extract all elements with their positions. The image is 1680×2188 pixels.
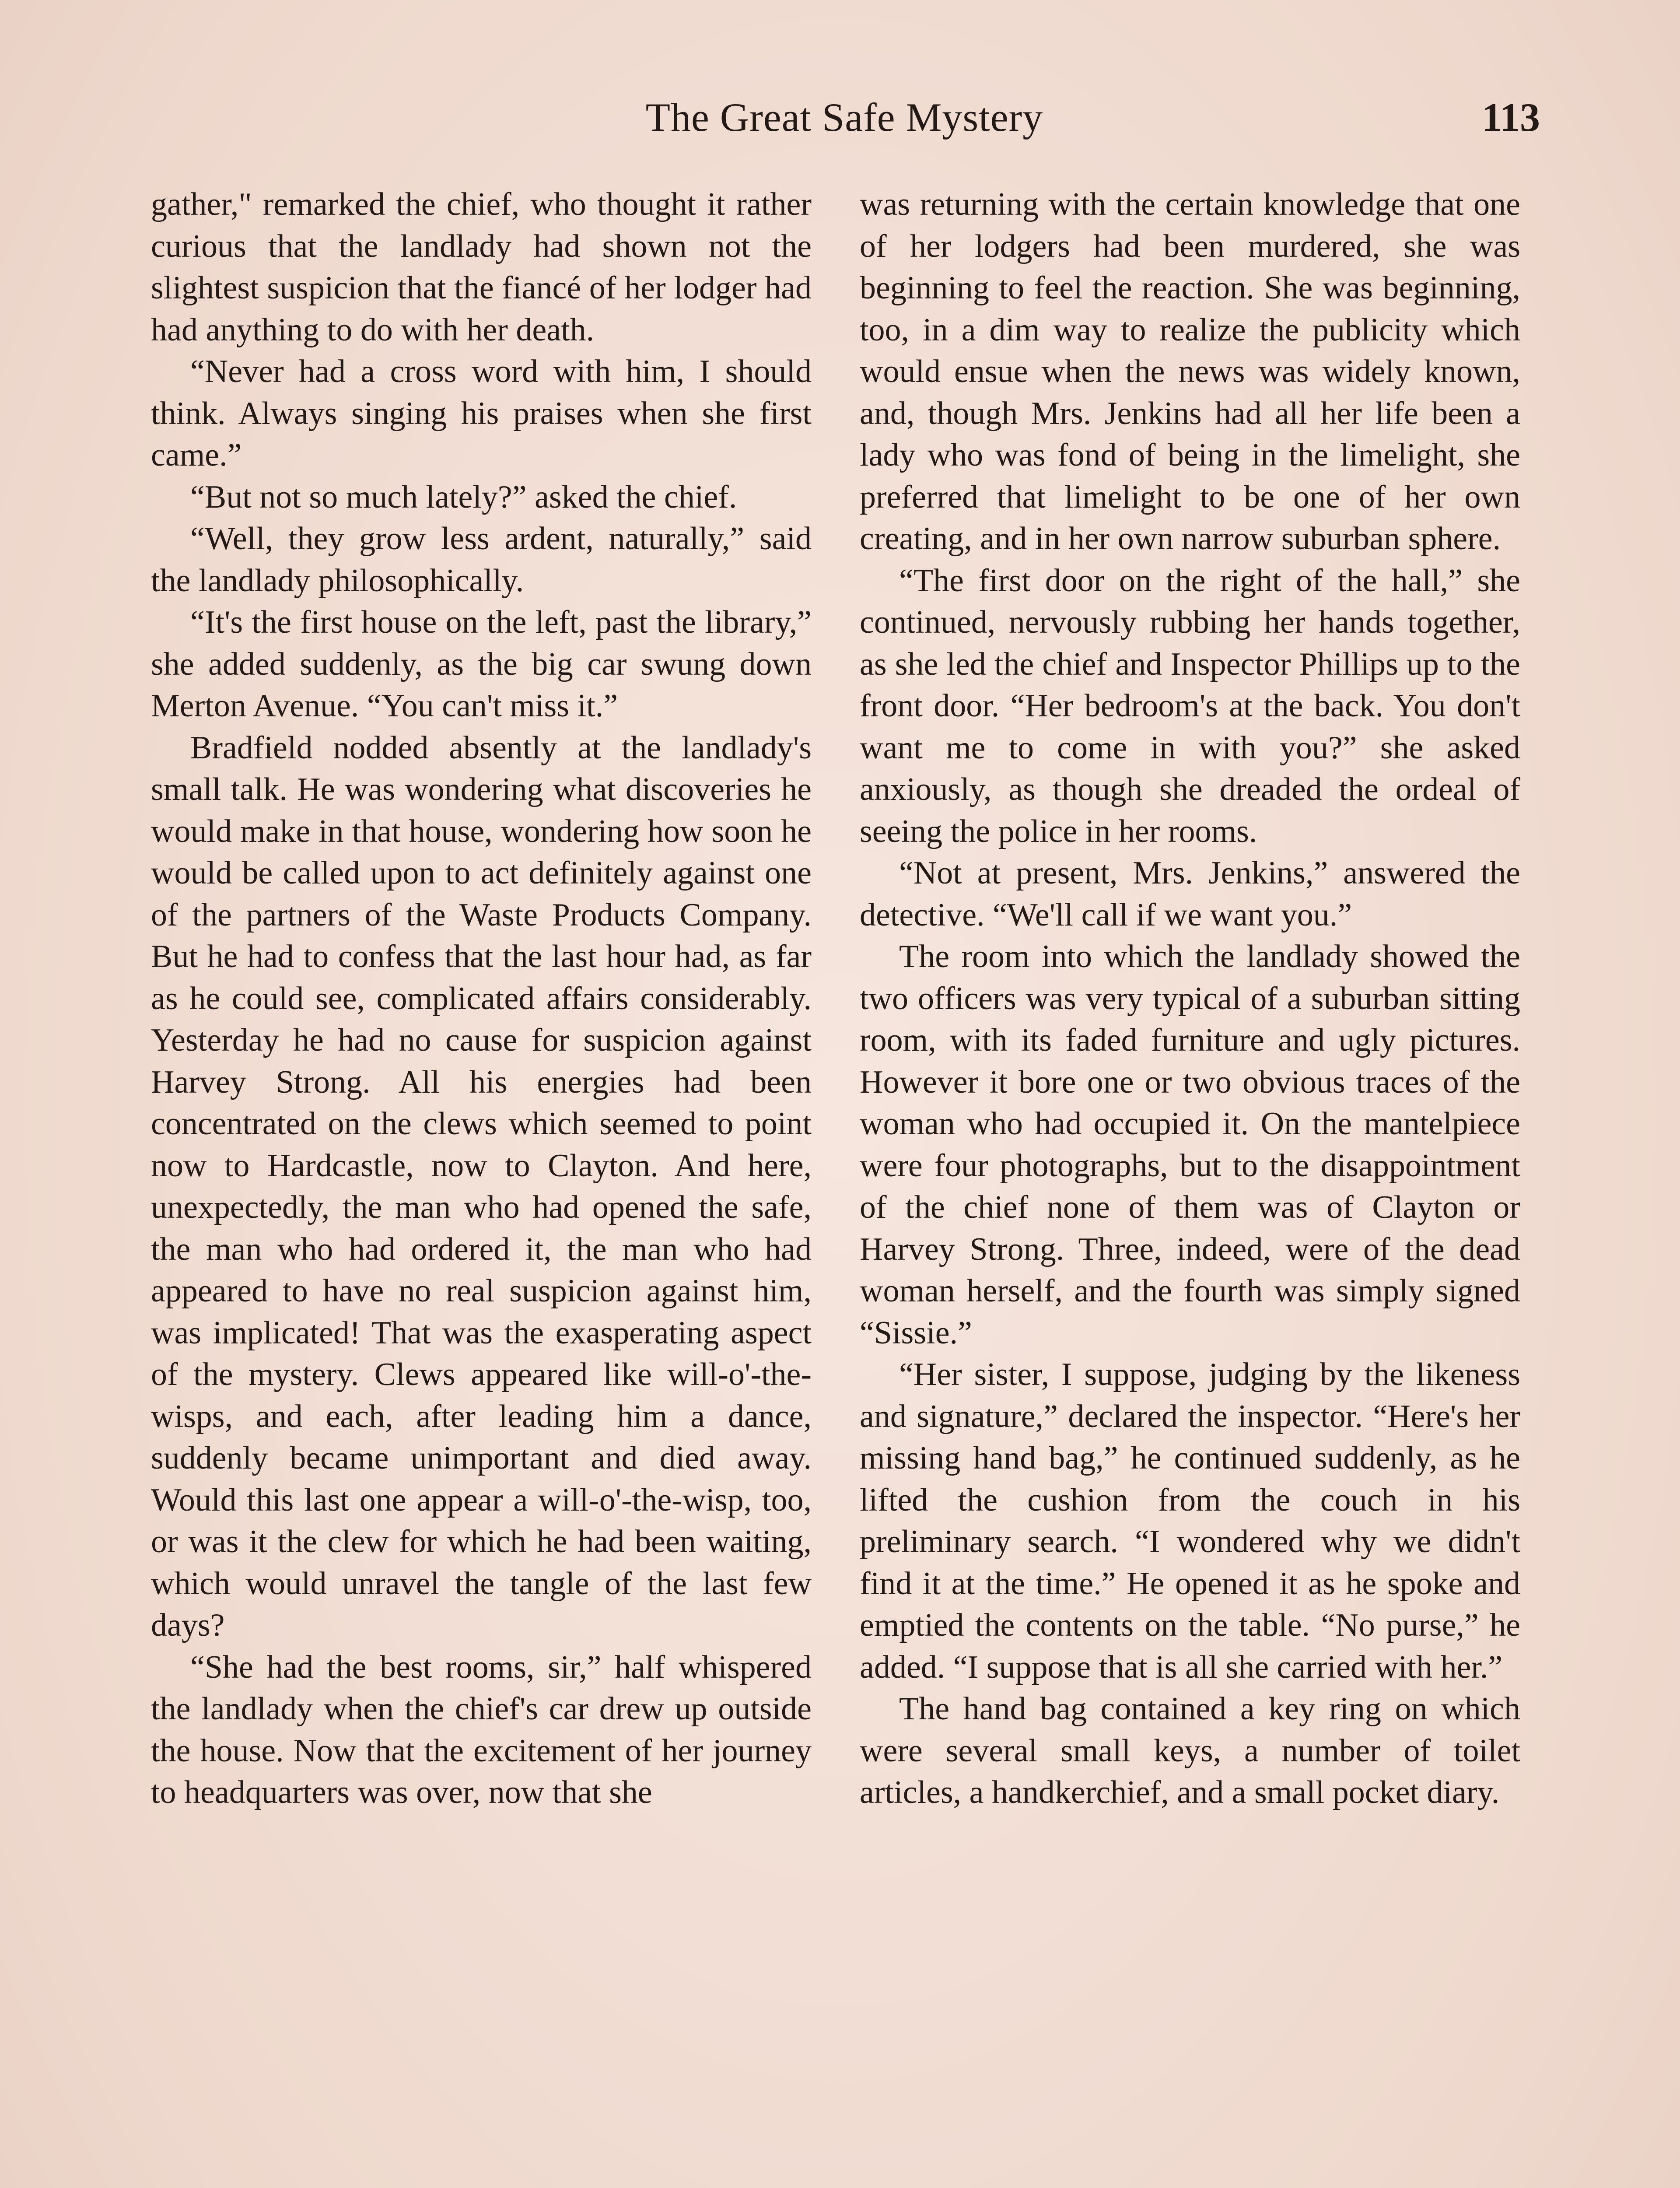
paragraph: “The first door on the right of the hall,” she continued, nervously rubbing her hands together, as she led the chief and Inspector Phillips up to the front door. “Her bedroom's at the back. You don't want me to come in with you?” she asked anxiously, as though she dreaded the ordeal of seeing the police in her rooms.: [860, 562, 1520, 849]
paragraph: was returning with the certain knowledge that one of her lodgers had been murdered, she was beginning to feel the reaction. She was beginning, too, in a dim way to realize the publicity which would ensue when the news was widely known, and, though Mrs. Jenkins had all her life been a lady who was fond of being in the limelight, she preferred that limelight to be one of her own creating, and in her own narrow suburban sphere.: [860, 186, 1520, 557]
running-title: The Great Safe Mystery: [645, 95, 1043, 140]
paragraph: “Never had a cross word with him, I should think. Always singing his praises when she first came.”: [151, 354, 812, 473]
left-column: [151, 184, 812, 1814]
running-head: [149, 94, 1540, 155]
paragraph: gather," remarked the chief, who thought it rather curious that the landlady had shown not the slightest suspicion that the fiancé of her lodger had had anything to do with her death.: [151, 186, 812, 348]
paragraph: The room into which the landlady showed the two officers was very typical of a suburban sitting room, with its faded furniture and ugly pictures. However it bore one or two obvious traces of the woman who had occupied it. On the mantelpiece were four photographs, but to the disappointment of the chief none of them was of Clayton or Harvey Strong. Three, indeed, were of the dead woman herself, and the fourth was simply signed “Sissie.”: [860, 939, 1520, 1351]
paragraph: Bradfield nodded absently at the landlady's small talk. He was wondering what discoveries he would make in that house, wondering how soon he would be called upon to act definitely against one of the partners of the Waste Products Company. But he had to confess that the last hour had, as far as he could see, complicated affairs considerably. Yesterday he had no cause for suspicion against Harvey Strong. All his energies had been concentrated on the clews which seemed to point now to Hardcastle, now to Clayton. And here, unexpectedly, the man who had opened the safe, the man who had ordered it, the man who had appeared to have no real suspicion against him, was implicated! That was the exasperating aspect of the mystery. Clews appeared like will-o'-the-wisps, and each, after leading him a dance, suddenly became unimportant and died away. Would this last one appear a will-o'-the-wisp, too, or was it the clew for which he had been waiting, which would unravel the tangle of the last few days?: [151, 729, 812, 1643]
right-column: [860, 184, 1520, 1814]
paragraph: “Well, they grow less ardent, naturally,” said the landlady philosophically.: [151, 521, 812, 599]
paragraph: “Not at present, Mrs. Jenkins,” answered the detective. “We'll call if we want you.”: [860, 855, 1520, 933]
paragraph: “But not so much lately?” asked the chief.: [190, 479, 737, 515]
paragraph: “She had the best rooms, sir,” half whispered the landlady when the chief's car drew up outside the house. Now that the excitement of her journey to headquarters was over, now that she: [151, 1649, 812, 1810]
paragraph: “Her sister, I suppose, judging by the likeness and signature,” declared the inspector. “Here's her missing hand bag,” he continued suddenly, as he lifted the cushion from the couch in his preliminary search. “I wondered why we didn't find it at the time.” He opened it as he spoke and emptied the contents on the table. “No purse,” he added. “I suppose that is all she carried with her.”: [860, 1357, 1520, 1685]
paragraph: The hand bag contained a key ring on which were several small keys, a number of toilet articles, a handkerchief, and a small pocket diary.: [860, 1691, 1520, 1810]
page-number: 113: [1482, 95, 1540, 140]
paragraph: “It's the first house on the left, past the library,” she added suddenly, as the big car swung down Merton Avenue. “You can't miss it.”: [151, 604, 812, 724]
